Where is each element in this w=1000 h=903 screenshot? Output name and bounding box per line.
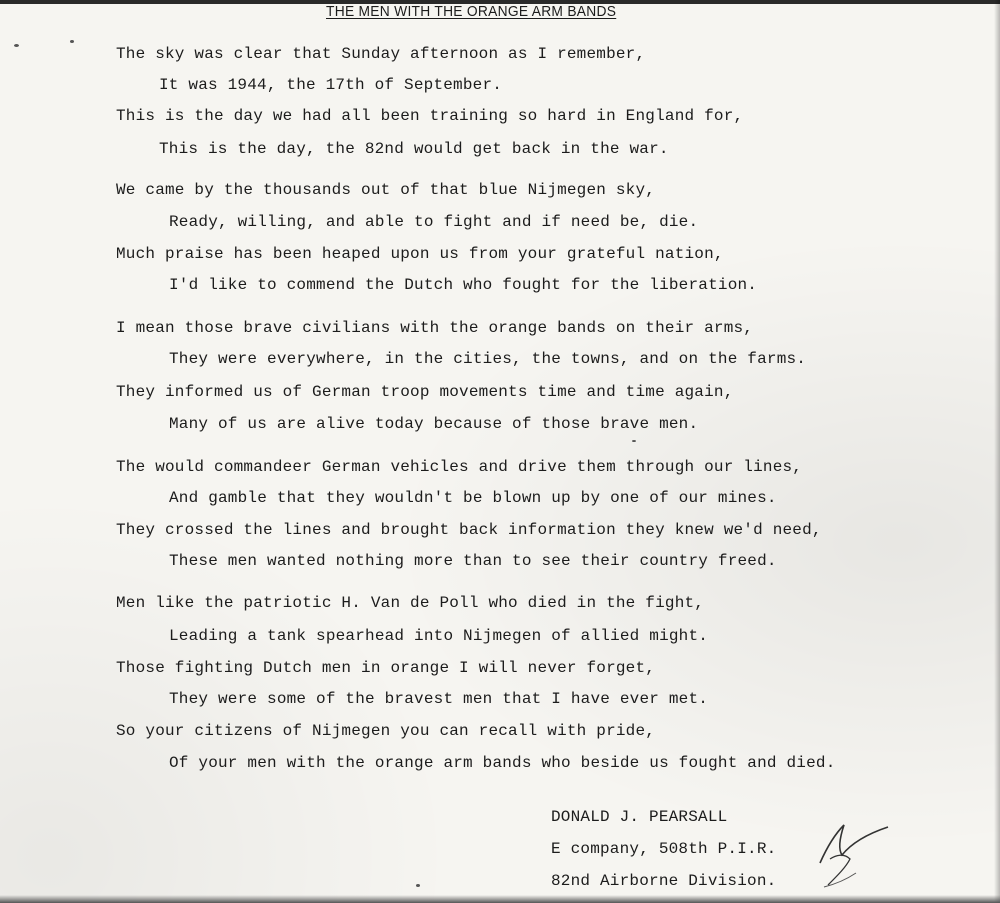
handwritten-signature-mark [810, 815, 900, 895]
poem-line: Ready, willing, and able to fight and if need be, die. [169, 213, 699, 231]
poem-line: They informed us of German troop movements time and time again, [116, 383, 734, 401]
poem-line: They crossed the lines and brought back information they knew we'd need, [116, 521, 822, 539]
scan-speck [416, 884, 420, 887]
poem-line: This is the day, the 82nd would get back in the war. [159, 140, 669, 158]
poem-line: The would commandeer German vehicles and drive them through our lines, [116, 458, 803, 476]
poem-line: They were some of the bravest men that I have ever met. [169, 690, 709, 708]
scan-bottom-edge [0, 895, 1000, 903]
poem-line: They were everywhere, in the cities, the towns, and on the farms. [169, 350, 807, 368]
poem-line: Men like the patriotic H. Van de Poll who died in the fight, [116, 594, 705, 612]
poem-line: Those fighting Dutch men in orange I will never forget, [116, 659, 656, 677]
poem-line: We came by the thousands out of that blue Nijmegen sky, [116, 181, 656, 199]
poem-line: Leading a tank spearhead into Nijmegen of allied might. [169, 627, 709, 645]
poem-line: It was 1944, the 17th of September. [159, 76, 503, 94]
poem-line: I'd like to commend the Dutch who fought for the liberation. [169, 276, 758, 294]
poem-line: Many of us are alive today because of those brave men. [169, 415, 699, 433]
scan-right-edge [994, 0, 1000, 903]
poem-line: These men wanted nothing more than to see their country freed. [169, 552, 777, 570]
poem-title: THE MEN WITH THE ORANGE ARM BANDS [326, 3, 617, 20]
poem-line: Of your men with the orange arm bands who beside us fought and died. [169, 754, 836, 772]
poem-line: I mean those brave civilians with the orange bands on their arms, [116, 319, 754, 337]
author-division: 82nd Airborne Division. [551, 872, 777, 890]
poem-line: This is the day we had all been training so hard in England for, [116, 107, 744, 125]
scan-speck [14, 44, 19, 47]
poem-line: The sky was clear that Sunday afternoon as I remember, [116, 45, 646, 63]
scan-speck [632, 440, 636, 442]
poem-line: Much praise has been heaped upon us from your grateful nation, [116, 245, 724, 263]
poem-line: So your citizens of Nijmegen you can recall with pride, [116, 722, 656, 740]
scan-speck [70, 40, 74, 43]
poem-line: And gamble that they wouldn't be blown up by one of our mines. [169, 489, 777, 507]
author-name: DONALD J. PEARSALL [551, 808, 728, 826]
author-unit: E company, 508th P.I.R. [551, 840, 777, 858]
